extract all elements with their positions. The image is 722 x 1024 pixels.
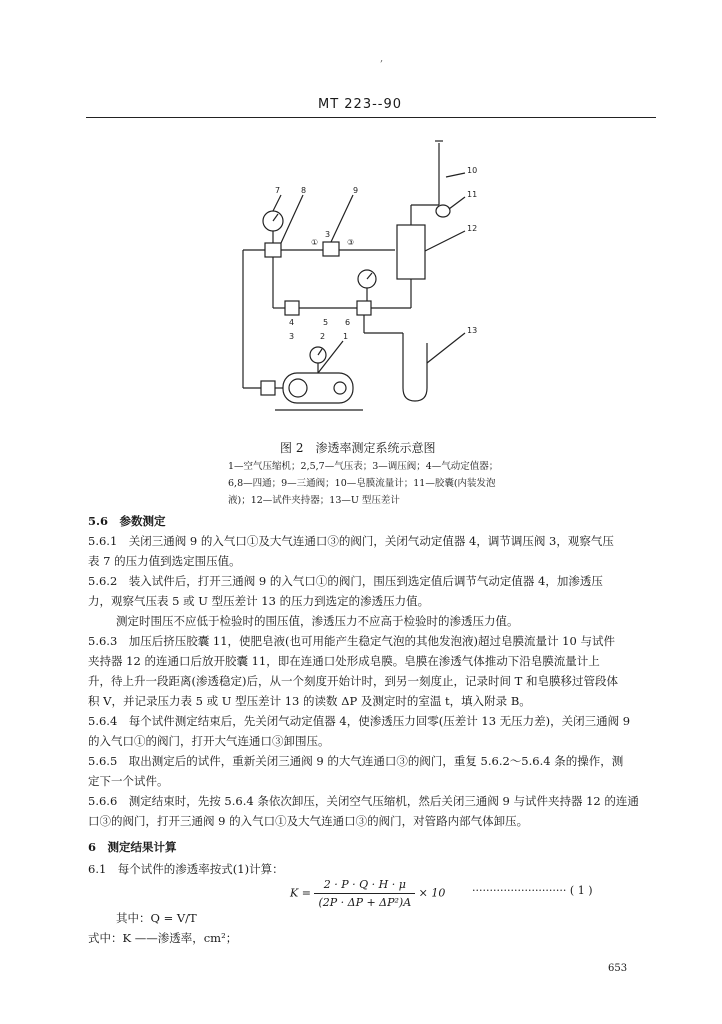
callout-5: 5 [323,318,329,327]
air-compressor-1-icon [283,373,353,403]
port-label-vent: ③ [347,238,355,247]
callout-7: 7 [275,186,281,195]
permeability-formula [290,878,445,909]
figure-legend-line: 液)；12—试件夹持器；13—U 型压差计 [228,495,400,506]
standard-code-header: MT 223--90 [318,97,403,112]
paragraph-line: 5.6.2 装入试件后，打开三通阀 9 的入气口①的阀门，围压到选定值后调节气动定值器 4，加渗透压 [88,574,603,588]
formula-lhs: K = [290,886,311,900]
paragraph-line: 升，待上升一段距离(渗透稳定)后，从一个刻度开始计时，到另一刻度止，记录时间 T 和皂膜移过管段体 [88,674,618,688]
paragraph-line: 力，观察气压表 5 或 U 型压差计 13 的压力到选定的渗透压力值。 [88,594,430,608]
callout-6: 6 [345,318,351,327]
header-rule [86,117,656,118]
pressure-regulator-3-icon [261,381,275,395]
formula-fraction [314,878,415,909]
paragraph-line: 的入气口①的阀门，打开大气连通口③卸围压。 [88,734,330,748]
callout-3-top: 3 [325,230,331,239]
figure-caption: 图 2 渗透率测定系统示意图 [280,441,436,455]
foam-bulb-11-icon [436,205,450,217]
paragraph-line: 测定时围压不应低于检验时的围压值，渗透压力不应高于检验时的渗透压力值。 [116,614,519,628]
section-heading: 6 测定结果计算 [88,840,177,854]
paragraph-line: 夹持器 12 的连通口后放开胶囊 11，即在连通口处形成皂膜。皂膜在渗透气体推动下沿皂膜流量计上 [88,654,600,668]
callout-3-bottom: 3 [289,332,295,341]
page-number: 653 [608,963,628,974]
where-line: 式中：K ——渗透率，cm²； [88,931,238,945]
callout-2: 2 [320,332,326,341]
callout-12: 12 [467,224,478,233]
paragraph-line: 积 V，并记录压力表 5 或 U 型压差计 13 的读数 ΔP 及测定时的室温 t，填入附录 B。 [88,694,531,708]
callout-11: 11 [467,190,478,199]
figure-legend-line: 6,8—四通；9—三通阀；10—皂膜流量计；11—胶囊(内装发泡 [228,478,496,489]
equation-number: ··························· ( 1 ) [472,884,593,897]
section-heading: 5.6 参数测定 [88,514,166,528]
paragraph-line: 5.6.6 测定结束时，先按 5.6.4 条依次卸压，关闭空气压缩机，然后关闭三通阀 9 与试件夹持器 12 的连通 [88,794,639,808]
u-tube-manometer-13-icon [403,343,427,401]
paragraph-line: 5.6.5 取出测定后的试件，重新关闭三通阀 9 的大气连通口③的阀门，重复 5.6.2～5.6.4 条的操作，测 [88,754,624,768]
permeability-system-diagram [225,133,505,423]
paragraph-line: 5.6.4 每个试件测定结束后，先关闭气动定值器 4，使渗透压力回零(压差计 13 无压力差)，关闭三通阀 9 [88,714,631,728]
paragraph-line: 5.6.1 关闭三通阀 9 的入气口①及大气连通口③的阀门，关闭气动定值器 4，调节调压阀 3，观察气压 [88,534,614,548]
callout-1: 1 [343,332,349,341]
callout-4: 4 [289,318,295,327]
paragraph-line: 6.1 每个试件的渗透率按式(1)计算： [88,862,284,876]
formula-denominator: (2P · ΔP + ΔP²)A [318,896,412,909]
formula-numerator: 2 · P · Q · H · μ [314,878,415,894]
callout-9: 9 [353,186,359,195]
paragraph-line: 表 7 的压力值到选定围压值。 [88,554,241,568]
corner-mark: , [380,53,384,64]
callout-13: 13 [467,326,478,335]
four-way-8-icon [265,243,281,257]
callout-10: 10 [467,166,478,175]
three-way-valve-9-icon [323,242,339,256]
paragraph-line: 5.6.3 加压后挤压胶囊 11，使肥皂液(也可用能产生稳定气泡的其他发泡液)超过皂膜流量计 10 与试件 [88,634,615,648]
callout-8: 8 [301,186,307,195]
figure-legend-line: 1—空气压缩机；2,5,7—气压表；3—调压阀；4—气动定值器； [228,461,499,472]
port-label-inlet: ① [311,238,319,247]
four-way-6-icon [357,301,371,315]
where-line: 其中：Q = V/T [116,911,197,925]
formula-tail: × 10 [418,886,446,900]
paragraph-line: 定下一个试件。 [88,774,169,788]
specimen-holder-12-icon [397,225,425,279]
pneumatic-regulator-4-icon [285,301,299,315]
paragraph-line: 口③的阀门，打开三通阀 9 的入气口①及大气连通口③的阀门，对管路内部气体卸压。 [88,814,529,828]
